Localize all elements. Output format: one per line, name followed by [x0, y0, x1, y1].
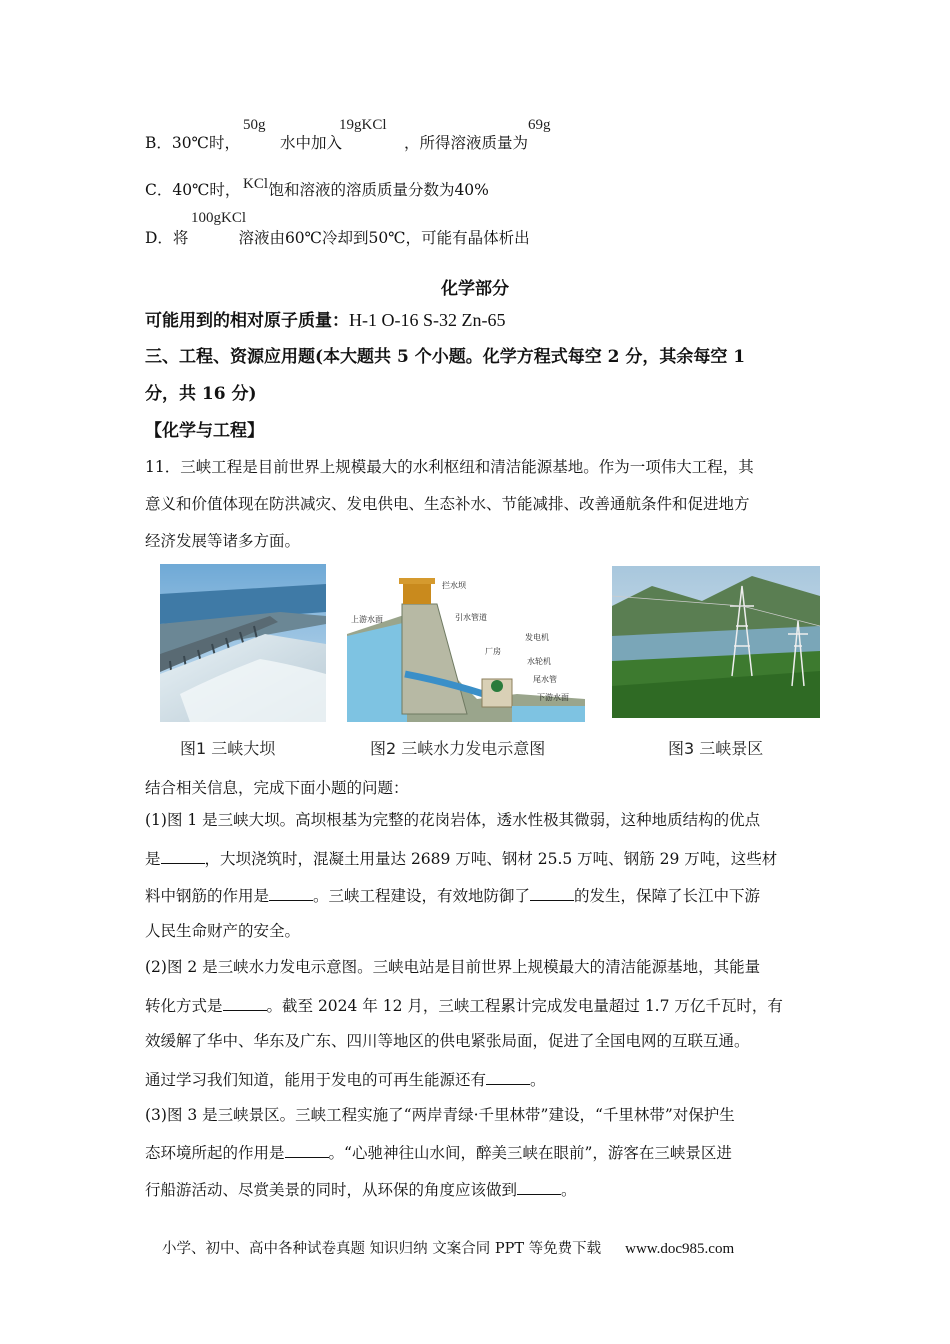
fig2-label-dam: 拦水坝 — [442, 581, 466, 590]
q2-line1: (2)图 2 是三峡水力发电示意图。三峡电站是目前世界上规模最大的清洁能源基地，其能量 — [145, 958, 761, 976]
footer-link[interactable]: www.doc985.com — [625, 1241, 735, 1257]
q2-l4-end: 。 — [530, 1071, 546, 1089]
fig2-label-turbine: 水轮机 — [527, 657, 551, 666]
q2-l4-start: 通过学习我们知道，能用于发电的可再生能源还有 — [145, 1071, 487, 1089]
q3-l3-end: 。 — [561, 1181, 577, 1199]
q1-line3 — [145, 884, 760, 906]
option-d — [145, 228, 530, 248]
fig2-label-downstream: 下游水面 — [537, 693, 569, 702]
q3-blank1[interactable] — [285, 1141, 329, 1158]
q1-l2-start: 是 — [145, 850, 161, 868]
q2-line4 — [145, 1068, 546, 1090]
q2-blank1[interactable] — [223, 994, 267, 1011]
q1-line1: (1)图 1 是三峡大坝。高坝根基为完整的花岗岩体，透水性极其微弱，这种地质结构的优点 — [145, 811, 761, 829]
q3-line3 — [145, 1178, 577, 1200]
q2-blank2[interactable] — [486, 1068, 530, 1085]
q1-l3-mid: 。三峡工程建设，有效地防御了 — [313, 887, 531, 905]
q3-l2-end: 。“心驰神往山水间，醉美三峡在眼前”，游客在三峡景区进 — [328, 1144, 732, 1162]
option-d-label: D．将 — [145, 229, 189, 247]
q11-line3: 经济发展等诸多方面。 — [145, 532, 301, 550]
footer — [162, 1237, 734, 1258]
q3-line1: (3)图 3 是三峡景区。三峡工程实施了“两岸青绿·千里林带”建设，“千里林带”对保护生 — [145, 1106, 735, 1124]
fig2-label-upstream: 上游水面 — [351, 615, 383, 624]
q2-line3: 效缓解了华中、华东及广东、四川等地区的供电紧张局面，促进了全国电网的互联互通。 — [145, 1032, 750, 1050]
section-title: 化学部分 — [441, 279, 509, 299]
q11-line2: 意义和价值体现在防洪减灾、发电供电、生态补水、节能减排、改善通航条件和促进地方 — [145, 495, 750, 513]
option-d-tail: 溶液由60℃冷却到50℃，可能有晶体析出 — [238, 229, 530, 247]
fig1-caption: 图1 三峡大坝 — [180, 739, 276, 758]
q11-line1: 11．三峡工程是目前世界上规模最大的水利枢纽和清洁能源基地。作为一项伟大工程，其 — [145, 458, 754, 476]
q2-line2 — [145, 994, 783, 1016]
fig2-label-plant: 厂房 — [485, 647, 501, 656]
option-b-label: B．30℃时， — [145, 134, 240, 152]
q3-l2-start: 态环境所起的作用是 — [145, 1144, 285, 1162]
part3-heading-line1: 三、工程、资源应用题(本大题共 5 个小题。化学方程式每空 2 分，其余每空 1 — [145, 347, 746, 367]
fig3-scenic-photo — [612, 566, 820, 718]
fig2-hydro-diagram — [347, 574, 585, 722]
option-c-label: C．40℃时， — [145, 181, 241, 199]
q1-line4: 人民生命财产的安全。 — [145, 922, 301, 940]
q1-l2-end: ，大坝浇筑时，混凝土用量达 2689 万吨、钢材 25.5 万吨、钢筋 29 万吨，这些材 — [204, 850, 778, 868]
subsection-title: 【化学与工程】 — [145, 421, 264, 441]
q1-blank3[interactable] — [530, 884, 574, 901]
fig1-dam-photo — [160, 564, 326, 722]
part3-heading-line2: 分，共 16 分) — [145, 384, 257, 404]
footer-text: 小学、初中、高中各种试卷真题 知识归纳 文案合同 PPT 等免费下载 — [162, 1241, 602, 1257]
option-c-tail: 饱和溶液的溶质质量分数为40% — [268, 181, 489, 199]
q2-l2-end: 。截至 2024 年 12 月，三峡工程累计完成发电量超过 1.7 万亿千瓦时，有 — [266, 997, 783, 1015]
fig2-label-intake: 引水管道 — [455, 613, 487, 622]
fig3-caption: 图3 三峡景区 — [668, 739, 764, 758]
option-b-result-mass: 69g — [528, 117, 551, 133]
q3-l3-start: 行船游活动、尽赏美景的同时，从环保的角度应该做到 — [145, 1181, 518, 1199]
q1-blank1[interactable] — [161, 847, 205, 864]
option-b-mid: 水中加入 — [279, 134, 342, 152]
q1-l3-end: 的发生，保障了长江中下游 — [574, 887, 761, 905]
q2-l2-start: 转化方式是 — [145, 997, 223, 1015]
option-b-solute: 19gKCl — [339, 117, 387, 133]
atomic-masses — [145, 310, 505, 331]
fig2-label-tailpipe: 尾水管 — [533, 675, 557, 684]
atomic-masses-label: 可能用到的相对原子质量： — [145, 311, 349, 331]
q3-blank2[interactable] — [517, 1178, 561, 1195]
fig2-caption: 图2 三峡水力发电示意图 — [370, 739, 546, 758]
atomic-masses-values: H-1 O-16 S-32 Zn-65 — [349, 310, 506, 330]
q1-l3-start: 料中钢筋的作用是 — [145, 887, 270, 905]
intro-text: 结合相关信息，完成下面小题的问题： — [145, 779, 409, 797]
q1-line2 — [145, 847, 777, 869]
option-b-tail: ，所得溶液质量为 — [403, 134, 528, 152]
option-c — [145, 180, 489, 200]
fig2-label-generator: 发电机 — [525, 633, 549, 642]
option-b — [145, 133, 528, 153]
option-c-kcl: KCl — [243, 176, 269, 192]
option-b-mass-water: 50g — [243, 117, 266, 133]
option-d-solution: 100gKCl — [191, 210, 247, 226]
q3-line2 — [145, 1141, 732, 1163]
q1-blank2[interactable] — [269, 884, 313, 901]
